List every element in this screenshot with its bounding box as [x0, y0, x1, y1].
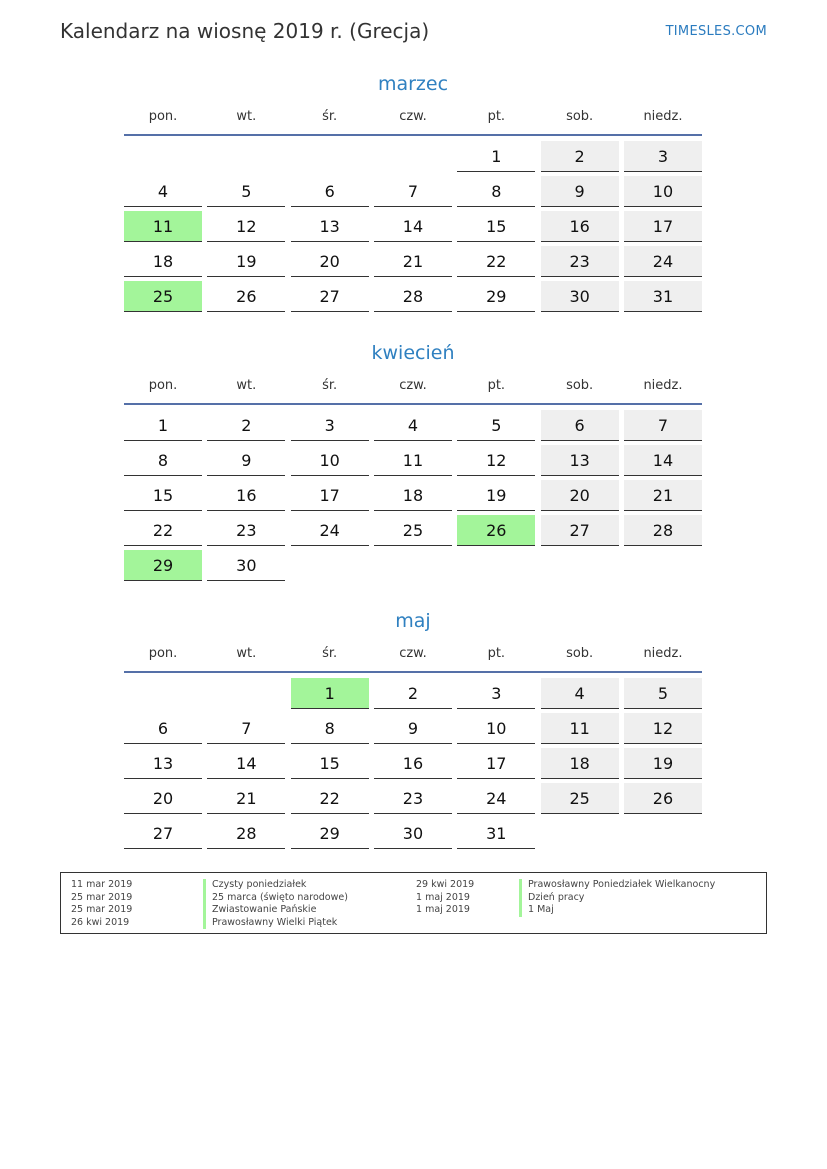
day-cell: 6	[291, 176, 369, 207]
holiday-day-cell: 29	[124, 550, 202, 581]
month-name: marzec	[377, 73, 449, 95]
day-cell: 21	[207, 783, 285, 814]
weekday-header	[124, 375, 702, 397]
day-cell: 2	[207, 410, 285, 441]
weekday-header	[124, 643, 702, 665]
legend-names-right	[519, 879, 715, 917]
legend-date: 11 mar 2019	[71, 879, 133, 890]
day-cell: 27	[124, 818, 202, 849]
weekday-label: sob.	[566, 109, 594, 124]
day-cell: 4	[124, 176, 202, 207]
holiday-day-cell: 11	[124, 211, 202, 242]
legend-date: 1 maj 2019	[416, 891, 470, 903]
day-cell: 15	[291, 748, 369, 779]
legend-date: 1 maj 2019	[416, 904, 470, 915]
legend-date: 25 mar 2019	[71, 904, 133, 915]
weekday-label: pon.	[148, 378, 178, 393]
weekday-label: wt.	[236, 646, 257, 661]
day-cell: 16	[207, 480, 285, 511]
weekday-label: wt.	[236, 378, 257, 393]
holiday-day-cell: 25	[124, 281, 202, 312]
month-0	[124, 70, 702, 312]
month-name: maj	[395, 610, 431, 632]
day-cell: 16	[541, 211, 619, 242]
legend-holiday-name: Prawosławny Poniedziałek Wielkanocny	[519, 879, 715, 892]
day-cell: 23	[207, 515, 285, 546]
day-cell: 5	[624, 678, 702, 709]
weekday-label: czw.	[399, 378, 427, 393]
day-cell: 18	[374, 480, 452, 511]
weekday-label: niedz.	[643, 109, 683, 124]
month-1	[124, 339, 702, 581]
day-cell: 29	[457, 281, 535, 312]
day-cell: 7	[374, 176, 452, 207]
legend-holiday-name: Prawosławny Wielki Piątek	[203, 917, 348, 930]
weekday-label: niedz.	[643, 378, 683, 393]
day-cell: 22	[291, 783, 369, 814]
day-cell: 5	[457, 410, 535, 441]
empty-cell	[374, 141, 452, 172]
weekday-label: pt.	[487, 109, 506, 124]
day-cell: 20	[124, 783, 202, 814]
legend-holiday-name: 25 marca (święto narodowe)	[203, 892, 348, 905]
holiday-day-cell: 26	[457, 515, 535, 546]
day-cell: 10	[291, 445, 369, 476]
day-cell: 3	[624, 141, 702, 172]
header-rule	[124, 403, 702, 405]
day-cell: 9	[207, 445, 285, 476]
day-cell: 21	[624, 480, 702, 511]
day-cell: 22	[124, 515, 202, 546]
day-cell: 24	[624, 246, 702, 277]
day-cell: 17	[624, 211, 702, 242]
weekday-label: czw.	[399, 646, 427, 661]
day-cell: 19	[624, 748, 702, 779]
day-cell: 25	[541, 783, 619, 814]
weekday-label: pon.	[148, 646, 178, 661]
empty-cell	[207, 141, 285, 172]
weekday-label: śr.	[322, 378, 338, 393]
day-cell: 7	[624, 410, 702, 441]
legend-dates-right	[416, 879, 474, 917]
day-cell: 26	[624, 783, 702, 814]
legend-holiday-name: 1 Maj	[519, 904, 715, 917]
weekday-label: pon.	[148, 109, 178, 124]
legend-date: 26 kwi 2019	[71, 916, 130, 928]
day-cell: 6	[124, 713, 202, 744]
header-rule	[124, 671, 702, 673]
weekday-label: pt.	[487, 378, 506, 393]
legend-holiday-name: Zwiastowanie Pańskie	[203, 904, 348, 917]
day-cell: 8	[124, 445, 202, 476]
day-cell: 27	[541, 515, 619, 546]
day-cell: 16	[374, 748, 452, 779]
weekday-label: wt.	[236, 109, 257, 124]
day-cell: 23	[374, 783, 452, 814]
day-cell: 12	[207, 211, 285, 242]
day-cell: 18	[124, 246, 202, 277]
site-link[interactable]: TIMESLES.COM	[665, 24, 767, 39]
day-cell: 20	[541, 480, 619, 511]
day-cell: 15	[124, 480, 202, 511]
legend-holiday-name: Dzień pracy	[519, 892, 715, 905]
weekday-label: pt.	[487, 646, 506, 661]
day-cell: 28	[624, 515, 702, 546]
legend-dates-left	[71, 879, 132, 929]
day-cell: 10	[457, 713, 535, 744]
day-cell: 24	[291, 515, 369, 546]
day-cell: 13	[291, 211, 369, 242]
weekday-label: śr.	[322, 646, 338, 661]
month-2	[124, 607, 702, 849]
day-cell: 18	[541, 748, 619, 779]
day-cell: 4	[374, 410, 452, 441]
day-cell: 13	[124, 748, 202, 779]
day-cell: 15	[457, 211, 535, 242]
day-cell: 22	[457, 246, 535, 277]
holiday-legend	[60, 872, 767, 934]
day-grid	[124, 410, 702, 581]
day-cell: 30	[541, 281, 619, 312]
day-cell: 10	[624, 176, 702, 207]
day-cell: 19	[207, 246, 285, 277]
day-cell: 11	[374, 445, 452, 476]
day-cell: 19	[457, 480, 535, 511]
day-cell: 25	[374, 515, 452, 546]
day-cell: 5	[207, 176, 285, 207]
day-cell: 17	[291, 480, 369, 511]
page-title: Kalendarz na wiosnę 2019 r. (Grecja)	[60, 19, 430, 43]
weekday-label: sob.	[566, 378, 594, 393]
empty-cell	[291, 141, 369, 172]
holiday-day-cell: 1	[291, 678, 369, 709]
month-name: kwiecień	[371, 342, 455, 364]
day-cell: 30	[207, 550, 285, 581]
day-grid	[124, 678, 702, 849]
legend-holiday-name: Czysty poniedziałek	[203, 879, 348, 892]
day-cell: 9	[374, 713, 452, 744]
day-cell: 14	[374, 211, 452, 242]
day-cell: 17	[457, 748, 535, 779]
day-cell: 20	[291, 246, 369, 277]
day-cell: 1	[124, 410, 202, 441]
weekday-label: niedz.	[643, 646, 683, 661]
day-cell: 26	[207, 281, 285, 312]
day-cell: 23	[541, 246, 619, 277]
day-cell: 4	[541, 678, 619, 709]
day-cell: 21	[374, 246, 452, 277]
day-cell: 12	[457, 445, 535, 476]
day-cell: 14	[207, 748, 285, 779]
day-cell: 28	[374, 281, 452, 312]
day-cell: 8	[457, 176, 535, 207]
day-cell: 3	[291, 410, 369, 441]
day-cell: 8	[291, 713, 369, 744]
day-cell: 29	[291, 818, 369, 849]
empty-cell	[124, 141, 202, 172]
empty-cell	[124, 678, 202, 709]
day-cell: 30	[374, 818, 452, 849]
day-cell: 2	[374, 678, 452, 709]
legend-date: 29 kwi 2019	[416, 879, 475, 890]
weekday-label: śr.	[322, 109, 338, 124]
day-cell: 7	[207, 713, 285, 744]
day-grid	[124, 141, 702, 312]
day-cell: 6	[541, 410, 619, 441]
weekday-label: sob.	[566, 646, 594, 661]
day-cell: 14	[624, 445, 702, 476]
day-cell: 27	[291, 281, 369, 312]
day-cell: 24	[457, 783, 535, 814]
day-cell: 2	[541, 141, 619, 172]
day-cell: 31	[624, 281, 702, 312]
weekday-label: czw.	[399, 109, 427, 124]
day-cell: 13	[541, 445, 619, 476]
day-cell: 1	[457, 141, 535, 172]
day-cell: 9	[541, 176, 619, 207]
day-cell: 12	[624, 713, 702, 744]
weekday-header	[124, 106, 702, 128]
day-cell: 31	[457, 818, 535, 849]
day-cell: 11	[541, 713, 619, 744]
legend-date: 25 mar 2019	[71, 891, 133, 903]
day-cell: 3	[457, 678, 535, 709]
day-cell: 28	[207, 818, 285, 849]
legend-names-left	[203, 879, 348, 929]
header-rule	[124, 134, 702, 136]
empty-cell	[207, 678, 285, 709]
